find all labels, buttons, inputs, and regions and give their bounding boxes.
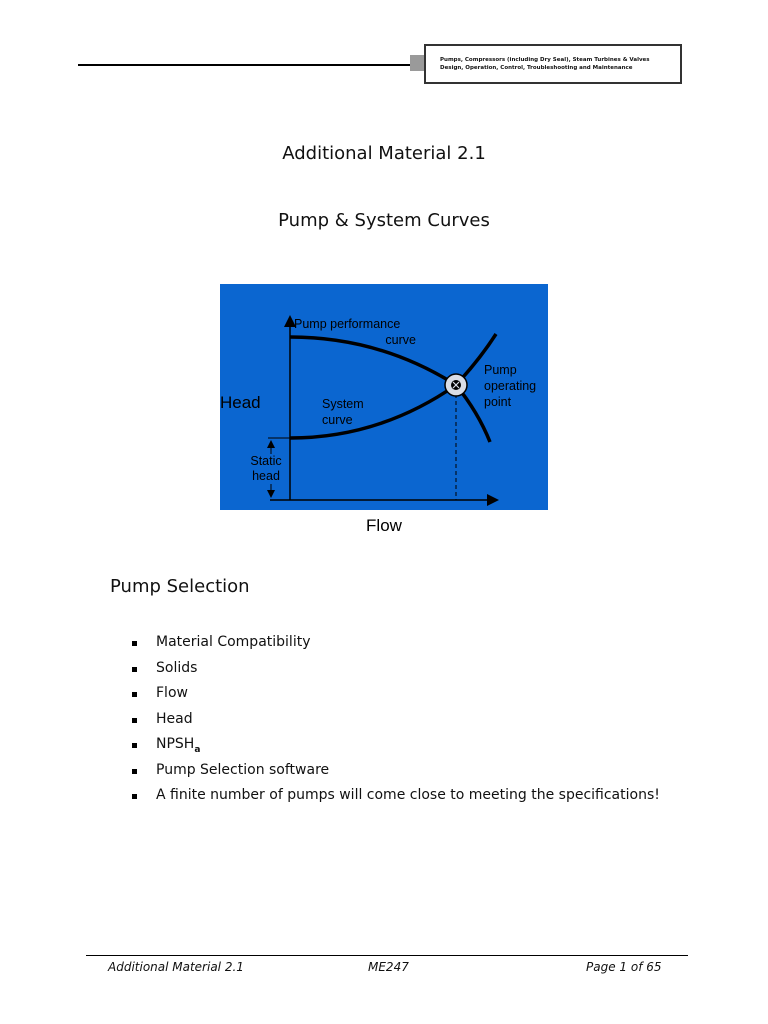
operating-point-label-2: operating <box>484 379 537 393</box>
pump-curve-label-1: Pump performance <box>294 317 401 331</box>
list-item: Material Compatibility <box>132 634 660 660</box>
pump-system-diagram <box>220 284 548 538</box>
header-rule <box>78 64 414 66</box>
footer-course-code: ME247 <box>368 960 409 974</box>
pump-curve-label-2: curve <box>385 333 416 347</box>
head-label: Head <box>220 393 261 412</box>
footer-rule <box>86 955 688 956</box>
list-item: Flow <box>132 685 660 711</box>
header-box <box>424 44 682 84</box>
footer-document-name: Additional Material 2.1 <box>108 960 244 974</box>
list-item: $NPSH_a$ <box>132 736 660 762</box>
static-head-label-1: Static <box>250 454 282 468</box>
header-line-1: Pumps, Compressors (including Dry Seal), Steam Turbines & Valves <box>440 57 650 63</box>
section-heading: Pump Selection <box>110 576 250 597</box>
list-item: Head <box>132 711 660 737</box>
operating-point-label-1: Pump <box>484 363 517 377</box>
header-line-2: Design, Operation, Control, Troubleshooting and Maintenance <box>440 65 633 71</box>
footer-page-number: Page 1 of 65 <box>586 960 662 974</box>
document-subtitle: Pump & System Curves <box>278 210 490 231</box>
list-item: Solids <box>132 660 660 686</box>
diagram-svg <box>220 284 548 538</box>
flow-label: Flow <box>366 516 402 535</box>
selection-criteria-list <box>132 634 660 813</box>
list-item: Pump Selection software <box>132 762 660 788</box>
header-square <box>410 55 424 71</box>
list-item: A finite number of pumps will come close to meeting the specifications! <box>132 787 660 813</box>
system-curve-label-2: curve <box>322 413 353 427</box>
system-curve-label-1: System <box>322 397 364 411</box>
operating-point-label-3: point <box>484 395 512 409</box>
static-head-label-2: head <box>252 469 280 483</box>
document-title: Additional Material 2.1 <box>282 143 486 164</box>
